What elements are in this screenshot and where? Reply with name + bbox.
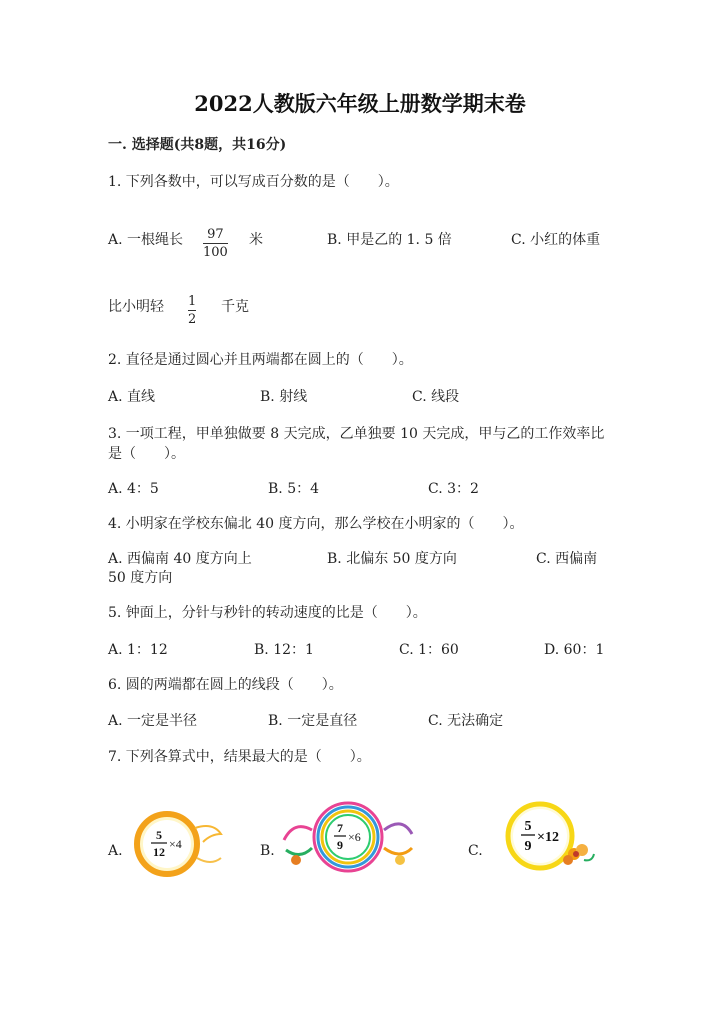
q6-option-a: A. 一定是半径 [108, 713, 198, 729]
q1-option-a: A. 一根绳长 [108, 232, 184, 248]
q1-option-c-unit: 千克 [221, 299, 249, 315]
decorative-flower [291, 855, 301, 865]
expr-operator: ×4 [169, 837, 182, 851]
decorative-swirl [384, 824, 412, 834]
fraction-bar [203, 243, 228, 244]
q7-option-a-image [125, 808, 225, 880]
q5-option-d: D. 60：1 [544, 642, 605, 658]
q3-option-c: C. 3：2 [428, 481, 479, 497]
q6-option-c: C. 无法确定 [428, 713, 504, 729]
q7-option-a-label: A. [108, 843, 123, 859]
decorative-flower [395, 855, 405, 865]
question-1-stem: 1. 下列各数中，可以写成百分数的是（ ）。 [108, 174, 399, 190]
q6-option-b: B. 一定是直径 [268, 713, 358, 729]
q1-option-a-fraction [203, 227, 228, 260]
expr-denominator: 12 [153, 845, 165, 859]
expr-operator: ×12 [537, 830, 559, 845]
q7-option-b-label: B. [260, 843, 275, 859]
q1-option-c: C. 小红的体重 [511, 232, 601, 248]
question-6-stem: 6. 圆的两端都在圆上的线段（ ）。 [108, 677, 343, 693]
fraction-denominator: 100 [203, 245, 228, 260]
fraction-bar [188, 310, 196, 311]
q1-option-c-fraction [188, 294, 196, 327]
fraction-numerator: 97 [207, 227, 224, 242]
q7-option-c-label: C. [468, 843, 483, 859]
question-7-stem: 7. 下列各算式中，结果最大的是（ ）。 [108, 749, 371, 765]
decorative-swirl [384, 848, 412, 854]
expr-denominator: 9 [337, 838, 343, 852]
page-title: 2022人教版六年级上册数学期末卷 [194, 91, 526, 116]
q2-option-a: A. 直线 [108, 389, 156, 405]
q4-option-a: A. 西偏南 40 度方向上 [108, 551, 252, 567]
q1-option-c-continued: 比小明轻 [108, 299, 164, 315]
question-5-stem: 5. 钟面上，分针与秒针的转动速度的比是（ ）。 [108, 605, 427, 621]
section-heading: 一. 选择题(共8题，共16分) [108, 137, 287, 153]
q7-option-b-image [280, 800, 416, 874]
q1-option-a-unit: 米 [249, 232, 263, 248]
expr-numerator: 7 [337, 821, 343, 835]
expr-operator: ×6 [348, 830, 361, 844]
question-3-stem-line1: 3. 一项工程，甲单独做要 8 天完成，乙单独要 10 天完成，甲与乙的工作效率比 [108, 426, 605, 442]
decorative-disc [143, 820, 191, 868]
fraction-denominator: 2 [188, 312, 197, 327]
q7-option-c-image [496, 800, 596, 874]
question-4-stem: 4. 小明家在学校东偏北 40 度方向，那么学校在小明家的（ ）。 [108, 516, 524, 532]
question-3-stem-line2: 是（ ）。 [108, 446, 185, 462]
fraction-numerator: 1 [188, 294, 197, 309]
q3-option-b: B. 5：4 [268, 481, 320, 497]
expr-denominator: 9 [524, 839, 532, 854]
q5-option-c: C. 1：60 [399, 642, 459, 658]
decorative-swirl [197, 858, 221, 862]
q5-option-b: B. 12：1 [254, 642, 314, 658]
decorative-swirl [284, 827, 312, 840]
q1-option-b: B. 甲是乙的 1. 5 倍 [327, 232, 452, 248]
q5-option-a: A. 1：12 [108, 642, 168, 658]
q4-option-b: B. 北偏东 50 度方向 [327, 551, 457, 567]
q2-option-b: B. 射线 [260, 389, 308, 405]
expr-numerator: 5 [524, 819, 532, 834]
q3-option-a: A. 4：5 [108, 481, 159, 497]
q2-option-c: C. 线段 [412, 389, 460, 405]
question-2-stem: 2. 直径是通过圆心并且两端都在圆上的（ ）。 [108, 352, 413, 368]
q4-option-c: C. 西偏南 [536, 551, 598, 567]
q4-option-c-continued: 50 度方向 [108, 570, 173, 586]
decorative-swirl [286, 848, 312, 855]
expr-numerator: 5 [156, 828, 162, 842]
